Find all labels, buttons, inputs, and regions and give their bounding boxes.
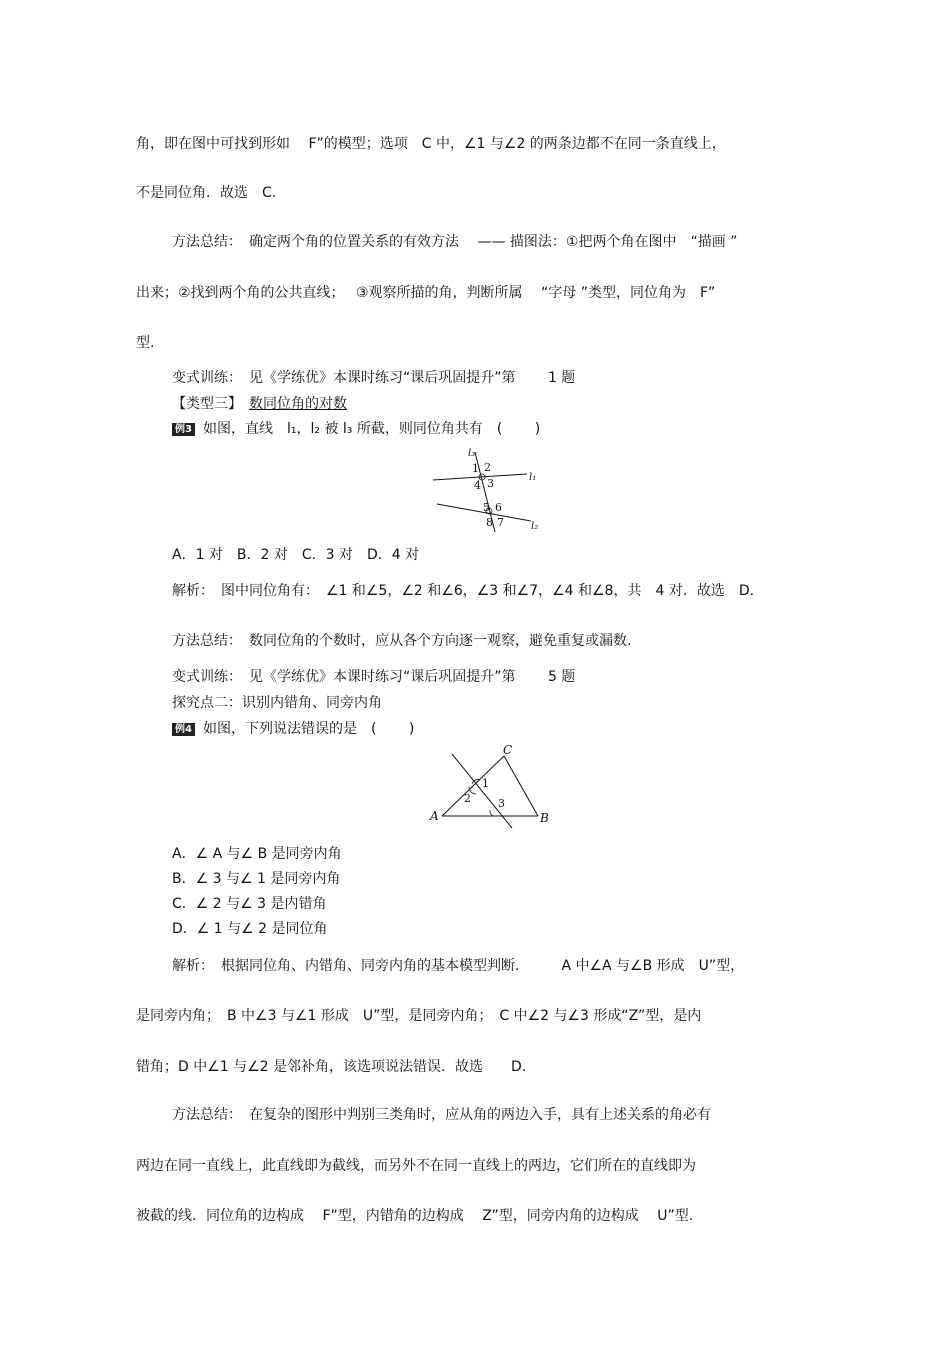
figure-parallel-lines [425, 440, 555, 535]
text-line: 角，即在图中可找到形如 F”的模型；选项 C 中，∠1 与∠2 的两条边都不在同一条直线上， [136, 136, 726, 152]
vertex-label-C: C [503, 743, 513, 757]
angle-label-7: 7 [497, 516, 504, 529]
text-line: 方法总结： 确定两个角的位置关系的有效方法 —— 描图法：①把两个角在图中 “描画 ” [172, 234, 738, 250]
explore-point-2: 探究点二：识别内错角、同旁内角 [172, 695, 382, 711]
analysis-example-4: 解析： 根据同位角、内错角、同旁内角的基本模型判断. A 中∠A 与∠B 形成 U”型， [172, 958, 745, 974]
angle-label-3: 3 [487, 477, 494, 490]
example-3-text: 如图，直线 l₁，l₂ 被 l₃ 所截，则同位角共有 ( ) [202, 421, 541, 437]
angle-label-5: 5 [483, 501, 490, 514]
angle-label-3: 3 [498, 797, 505, 810]
label-l3: l₃ [468, 448, 476, 459]
angle-label-2: 2 [484, 461, 491, 474]
vertex-label-B: B [540, 811, 549, 825]
option-D: D．∠ 1 与∠ 2 是同位角 [172, 921, 328, 937]
summary-example-4: 两边在同一直线上，此直线即为截线，而另外不在同一直线上的两边，它们所在的直线即为 [136, 1158, 696, 1174]
angle-label-8: 8 [486, 516, 493, 529]
example-4-text: 如图，下列说法错误的是 ( ) [202, 721, 415, 737]
angle-label-4: 4 [474, 479, 481, 492]
text-line: 不是同位角．故选 C. [136, 185, 277, 201]
text-line: 型. [136, 335, 155, 351]
transversal [452, 754, 512, 828]
analysis-example-4: 是同旁内角； B 中∠3 与∠1 形成 U”型，是同旁内角； C 中∠2 与∠3 形成“Z”型，是内 [136, 1008, 702, 1024]
angle-label-2: 2 [464, 792, 471, 805]
summary-example-3: 方法总结： 数同位角的个数时，应从各个方向逐一观察，避免重复或漏数. [172, 633, 632, 649]
section-heading [172, 395, 347, 413]
analysis-example-4: 错角；D 中∠1 与∠2 是邻补角，该选项说法错误．故选 D. [136, 1059, 527, 1075]
angle-arc [490, 810, 493, 816]
option-B: B．∠ 3 与∠ 1 是同旁内角 [172, 871, 341, 887]
example-3-question [172, 420, 540, 438]
section-heading-title: 数同位角的对数 [249, 396, 347, 412]
segment-CB [504, 756, 538, 816]
vertex-label-A: A [430, 809, 439, 823]
option-A: A．∠ A 与∠ B 是同旁内角 [172, 846, 342, 862]
summary-example-4: 方法总结： 在复杂的图形中判别三类角时，应从角的两边入手，具有上述关系的角必有 [172, 1107, 711, 1123]
figure-triangle [420, 740, 560, 830]
example-badge: 例3 [172, 423, 195, 436]
label-l1: l₁ [529, 472, 537, 483]
variant-training: 变式训练： 见《学练优》本课时练习“课后巩固提升”第 5 题 [172, 669, 576, 685]
angle-label-1: 1 [472, 462, 479, 475]
summary-example-4: 被截的线．同位角的边构成 F”型，内错角的边构成 Z”型，同旁内角的边构成 U”型. [136, 1208, 694, 1224]
analysis-example-3: 解析： 图中同位角有： ∠1 和∠5，∠2 和∠6，∠3 和∠7，∠4 和∠8，共 4 对．故选 D. [172, 583, 755, 599]
label-l2: l₂ [531, 521, 539, 532]
angle-label-6: 6 [495, 501, 502, 514]
text-line: 变式训练： 见《学练优》本课时练习“课后巩固提升”第 1 题 [172, 370, 576, 386]
option-C: C．∠ 2 与∠ 3 是内错角 [172, 896, 327, 912]
example-4-question [172, 720, 414, 738]
options-example-3: A．1 对 B．2 对 C．3 对 D．4 对 [172, 547, 420, 563]
angle-label-1: 1 [482, 777, 489, 790]
text-line: 出来；②找到两个角的公共直线； ③观察所描的角，判断所属 “字母 ”类型，同位角为 F” [136, 285, 716, 301]
example-badge: 例4 [172, 723, 195, 736]
section-heading-prefix: 【类型三】 [172, 396, 249, 412]
